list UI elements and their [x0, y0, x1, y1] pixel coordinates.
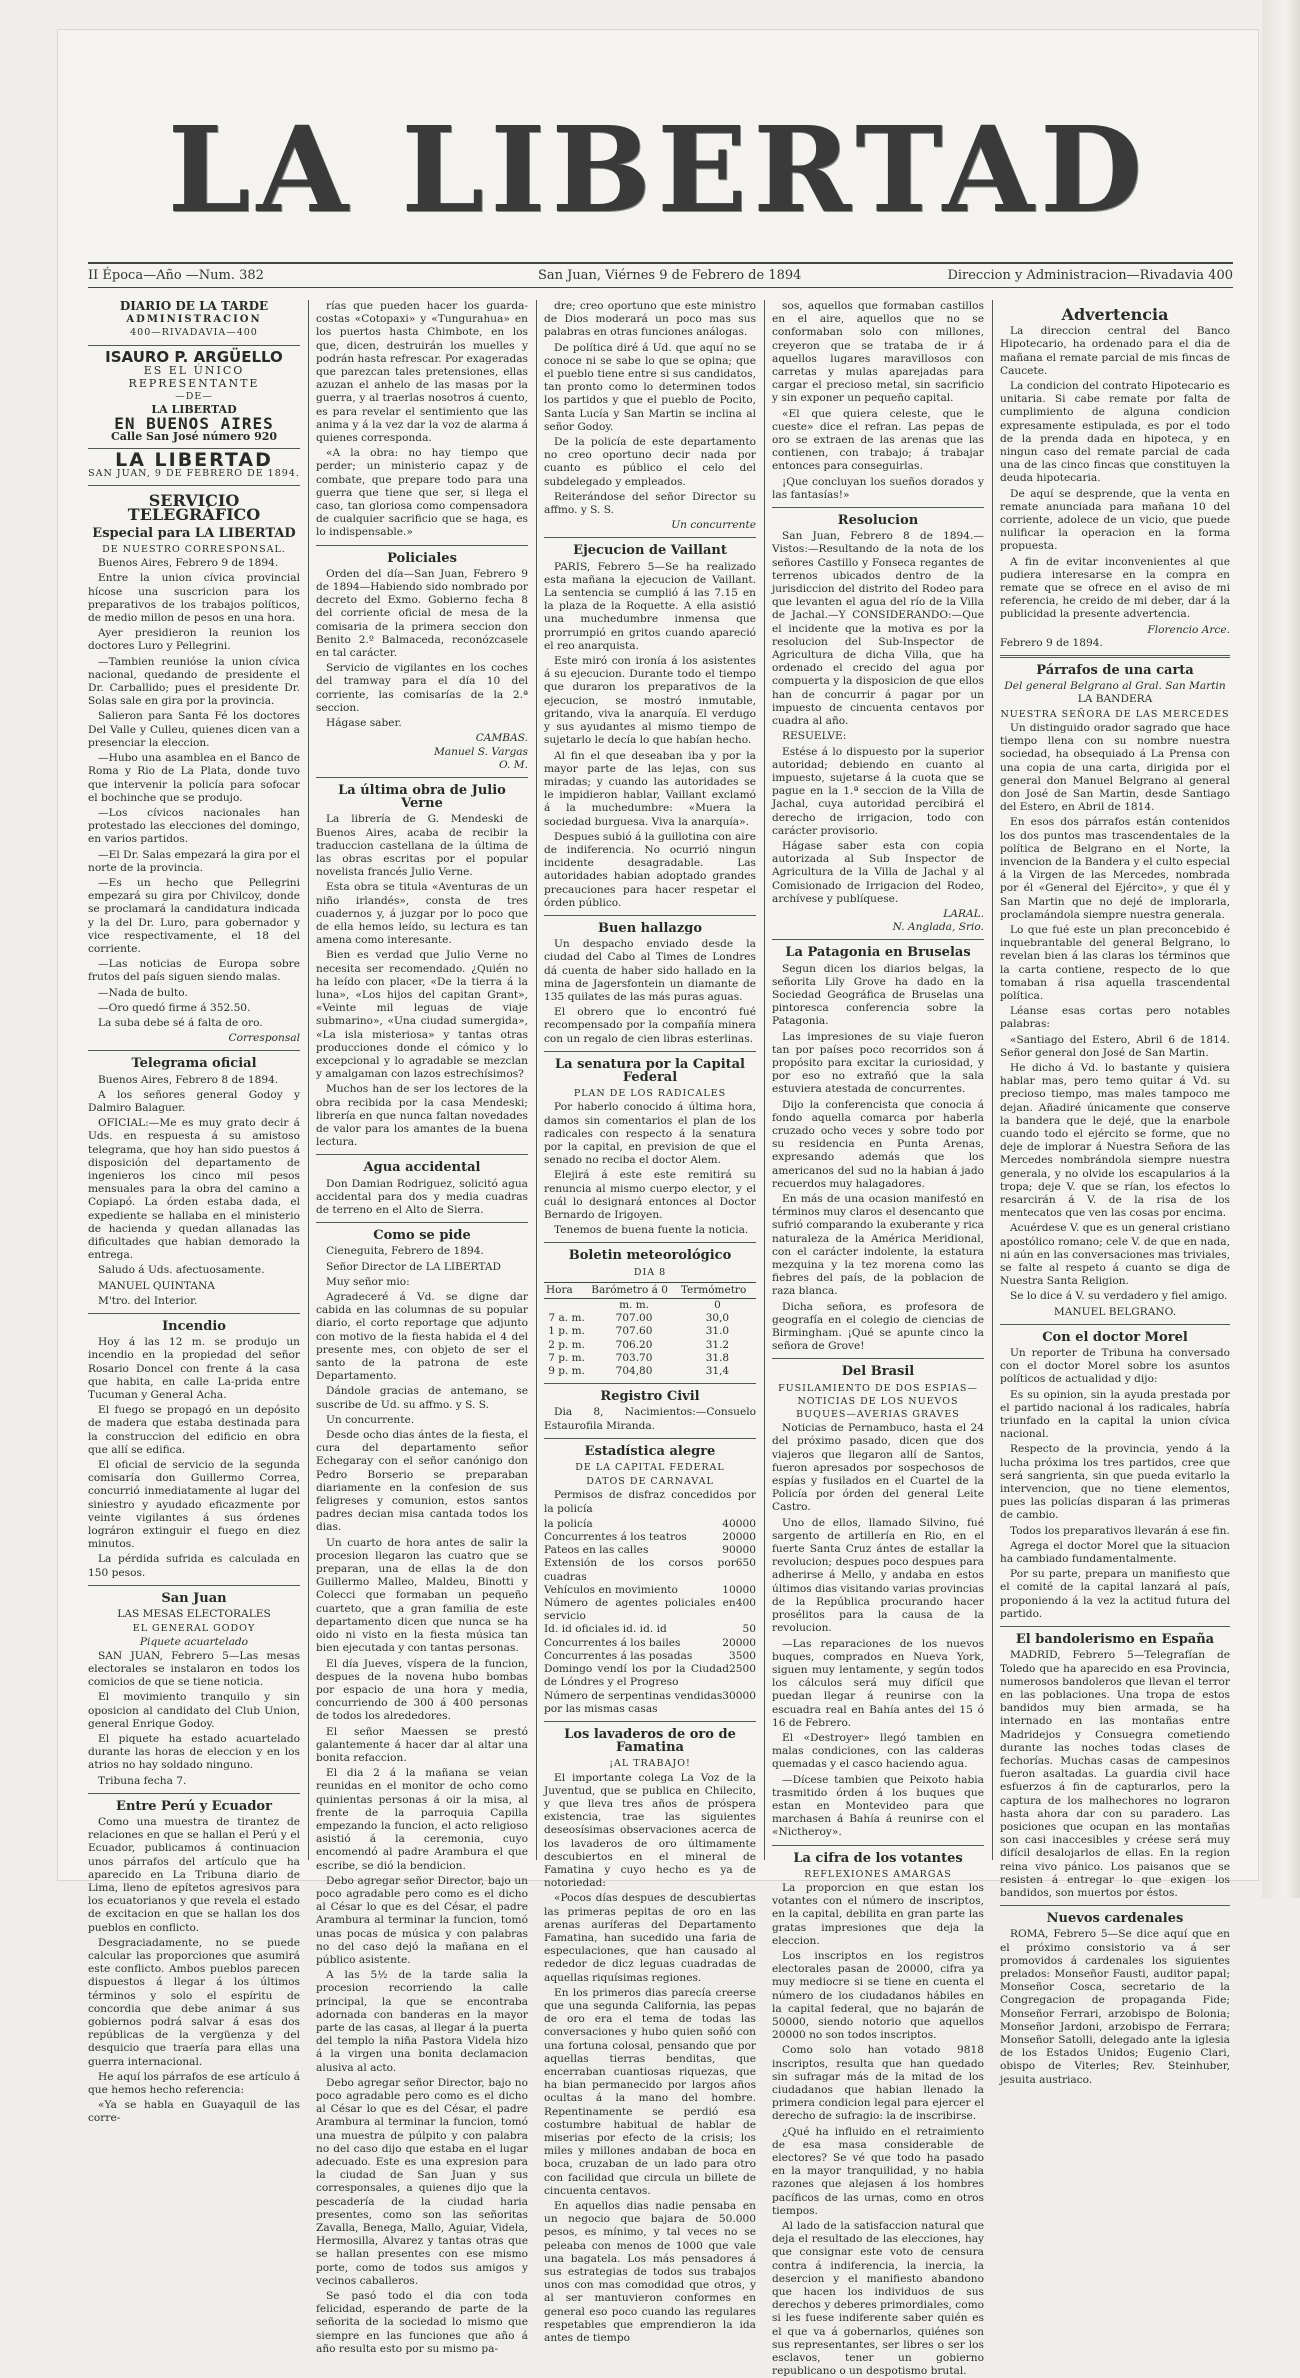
paragraph: —Las reparaciones de los nuevos buques, comprados en Nueva York, siguen muy lentamente, y según todos los cálculos será muy difícil que puedan llegar á reunirse con la escuadra real en Bahía antes del 15 ó 16 de Febrero.: [772, 1637, 984, 1729]
article-body: [316, 1245, 528, 2356]
paragraph: Los inscriptos en los registros electorales pasan de 20000, cifra ya muy mediocre si se tiene en cuenta el número de los ciudadanos hábiles en la capital federal, que no bajarán de 50000, siendo notorio que aquellos 20000 no son todos inscriptos.: [772, 1949, 984, 2042]
paragraph: Al fin el que deseaban iba y por la mayor parte de las lejas, con sus miradas; y cuando las autoridades se le impidieron hablar, Vaillant exclamó á la muchedumbre: «Muera la sociedad burguesa. Viva la anarquía».: [544, 749, 756, 828]
article-signature: O. M.: [498, 758, 528, 771]
stats-label: Extensión de los corsos por cuadras: [544, 1557, 736, 1583]
article-body: [1000, 1649, 1230, 1900]
ad-line: ES EL ÚNICO REPRESENTANTE: [128, 363, 260, 391]
article-body: [544, 1772, 756, 2346]
paragraph: Salieron para Santa Fé los doctores Del Valle y Culleu, quienes dicen van a presenciar la eleccion.: [88, 710, 300, 749]
paragraph: Debo agregar señor Director, bajo no poco agradable pero como es el dicho al César lo que es del César, el padre Arambura al terminar la funcion, tomó una muestra de púlpito y con palabra no del caso dijo que estaba en el lugar adecuado. Este es una expresion para la ciudad de San Juan y sus corresponsales, a quienes dijo que la pescadería de la ciudad haria presentes, como son las señoritas Zavalla, Benega, Mallo, Aguiar, Videla, Hermosilla, Alvarez y tantas otras que se hallan presentes con ese mismo porte, como de todos sus amigos y vecinos caballeros.: [316, 2076, 528, 2287]
article-body: [1000, 722, 1230, 1304]
paragraph: Uno de ellos, llamado Silvino, fué sargento de artillería en Rio, en el fuerte Santa Cruz ántes de estallar la revolucion; despues poco despues para adherirse á Mello, y andaba en estos últimos dias visitando varias provincias de la República procurando hacer prosélitos para la causa de la revolucion.: [772, 1516, 984, 1635]
paragraph: La proporcion en que estan los votantes con el número de inscriptos, en la capital, debilita en gran parte las gratas impresiones que deja la eleccion.: [772, 1881, 984, 1947]
paragraph: El día Jueves, víspera de la funcion, despues de la novena hubo bombas por espacio de una hora y media, concurriendo de 300 á 400 personas de todos los alrededores.: [316, 1657, 528, 1723]
stats-value: 50: [742, 1623, 756, 1636]
paragraph: Saludo á Uds. afectuosamente.: [98, 1264, 265, 1277]
section-title: SERVICIO TELEGRÁFICO: [127, 491, 261, 524]
article-subtitle: ¡AL TRABAJO!: [609, 1758, 691, 1770]
column-1: [88, 299, 300, 2125]
paragraph: Muchos han de ser los lectores de la obra recibida por la casa Mendeski; librería en que nunca faltan novedades de valor para los amantes de la buena lectura.: [316, 1083, 528, 1149]
paragraph: Buenos Aires, Febrero 9 de 1894.: [98, 557, 279, 570]
article-body: [772, 1422, 984, 1839]
paragraph: Buenos Aires, Febrero 8 de 1894.: [98, 1073, 279, 1086]
paragraph: Noticias de Pernambuco, hasta el 24 del próximo pasado, dicen que dos viajeros que llegaron allí de Santos, fueron apresados por sospechosos de espías y fusilados en el Cuartel de la Policía por órden del general Leite Castro.: [772, 1422, 984, 1514]
paragraph: «El que quiera celeste, que le cueste» dice el refran. Las pepas de oro se extraen de las arenas que las contienen, con trabajo; á trabajar entonces para conseguirlas.: [772, 407, 984, 473]
paragraph: A fin de evitar inconvenientes al que pudiera interesarse en la compra en remate que se ofrece en el aviso de mi referencia, he creido de mi deber, dar á la publicidad la presente advertencia.: [1000, 555, 1230, 621]
column-4: [772, 300, 984, 2378]
paragraph: MADRID, Febrero 5—Telegrafían de Toledo que ha aparecido en esa Provincia, numerosos bandoleros que llevan el terror en las poblaciones. Una tropa de estos bandidos muy bien armada, se ha internado en las montañas entre Madridejos y Consuegra cometiendo durante las noches todas clases de fechorías. Muchas casas de campesinos fueron asaltadas. La guardia civil hace esfuerzos á fin de capturarlos, pero la captura de los malhechores no lograron hasta ahora dar con su paradero. Las posiciones que ocupan en las montañas son casi inaccesibles y créese será muy difícil desalojarlos de ellas. En la region reina vivo pánico. Los paisanos que se resisten á entregar lo que exigen los bandidos, son muertos por éstos.: [1000, 1649, 1230, 1899]
article-subtitle: Del general Belgrano al Gral. San Martin: [1004, 680, 1226, 693]
article-body: [1000, 325, 1230, 621]
issue-number: II Época—Año —Num. 382: [88, 268, 264, 283]
stats-value: 40000: [722, 1517, 756, 1530]
article-date: Febrero 9 de 1894.: [1000, 636, 1103, 649]
article-title: Advertencia: [1061, 305, 1169, 324]
article-body: [772, 300, 984, 502]
paragraph: Por haberlo conocido á última hora, damos sin comentarios el plan de los radicales con respecto á la senatura por la capital, en prevision de que el senado no reciba el doctor Alem.: [544, 1101, 756, 1167]
article-signature: MANUEL BELGRANO.: [1053, 1305, 1177, 1318]
paragraph: Acuérdese V. que es un general cristiano apostólico romano; cele V. de que en nada, ni aún en las conversaciones mas triviales, se falte al respeto á cuanto se diga de Nuestra Santa Religion.: [1000, 1222, 1230, 1288]
paragraph: Hágase saber esta con copia autorizada al Sub Inspector de Agricultura de la Villa de Jachal y al Comisionado de Irrigacion del Rodeo, archívese y publíquese.: [772, 839, 984, 905]
paragraph: El dia 2 á la mañana se veian reunidas en el monitor de ocho como quinientas personas á oir la misa, al frente de la parroquia Capilla empezando la funcion, el acto religioso asistió á la ceremonia, cuyo encomendó al padre Arambura el que escribe, se dió la bendicion.: [316, 1767, 528, 1872]
table-cell: 703.70: [615, 1351, 653, 1364]
stats-label: Concurrentes á los teatros: [544, 1531, 687, 1544]
representative-ad: [88, 300, 300, 480]
column-3: [544, 300, 756, 2345]
article-subtitle: DE LA CAPITAL FEDERAL: [575, 1462, 725, 1474]
table-row: [544, 1365, 756, 1378]
article-title: Boletin meteorológico: [568, 1248, 732, 1264]
paragraph: dre; creo oportuno que este ministro de Dios moderará un poco mas sus palabras en otras funciones análogas.: [544, 300, 756, 339]
paragraph: Dijo la conferencista que conocia á fondo aquella comarca por haberla cruzado ocho veces y sobre todo por su residencia en Punta Arenas, expresando además que los americanos del sud no la habian á jado recuerdos muy halagadores.: [772, 1098, 984, 1190]
article-subtitle: REFLEXIONES AMARGAS: [804, 1868, 952, 1880]
paragraph: Orden del día—San Juan, Febrero 9 de 1894—Habiendo sido nombrado por decreto del Exmo. Gobierno fecha 8 del corriente oficial de mesa de la comisaria de la primera seccion don Benito 2.º Balmaceda, reconózcasele en tal carácter.: [316, 567, 528, 660]
table-cell: 31.0: [705, 1325, 730, 1338]
article-title: Nuevos cardenales: [1046, 1911, 1184, 1927]
table-cell: 706.20: [615, 1338, 653, 1351]
paragraph: El obrero que lo encontró fué recompensado por la compañía minera con un regalo de cien libras esterlinas.: [544, 1006, 756, 1045]
paragraph: Un cuarto de hora antes de salir la procesion llegaron las cuatro que se preparan, una de ellas la de don Guillermo Malleo, Maldeu, Binotti y Colecci que formaban un pequeño cuarteto, que a gran familia de este departamento dicen que nunca se ha oido ni visto en la fiesta música tan bien ejecutada y con tantas personas.: [316, 1536, 528, 1655]
article-subtitle: LA BANDERA: [1077, 693, 1153, 706]
paragraph: «Santiago del Estero, Abril 6 de 1814. Señor general don José de San Martin.: [1000, 1033, 1230, 1059]
ad-line: DIARIO DE LA TARDE: [119, 299, 269, 313]
article-title: Párrafos de una carta: [1036, 663, 1194, 679]
section-subtitle: Especial para LA LIBERTAD: [92, 525, 296, 541]
paragraph: Un distinguido orador sagrado que hace tiempo llena con su nombre nuestra sociedad, ha obsequiado á La Prensa con una copia de una carta, dirigida por el general don Manuel Belgrano al general don José de San Martin, desde Santiago del Estero, en Abril de 1814.: [1000, 721, 1230, 814]
ad-line: SAN JUAN, 9 DE FEBRERO DE 1894.: [88, 468, 300, 480]
paragraph: La suba debe sé á falta de oro.: [98, 1016, 263, 1029]
article-body: [544, 561, 756, 910]
paragraph: M'tro. del Interior.: [98, 1294, 198, 1307]
column-5: [1000, 300, 1230, 2086]
article-subtitle: EL GENERAL GODOY: [132, 1623, 256, 1635]
article-title: La senatura por la Capital Federal: [555, 1056, 745, 1085]
column-2: [316, 300, 528, 2355]
stats-row: [544, 1584, 756, 1597]
paragraph: La condicion del contrato Hipotecario es unitaria. Si cabe remate por falta de cumplimiento de alguna condicion expresamente estipulada, es por el todo de la prenda dada en hipoteca, y en ningun caso del remate parcial de cada una de las cinco fincas que constituyen la deuda hipotecaria.: [1000, 380, 1230, 485]
article-body: [772, 1882, 984, 2378]
paragraph: ¡Que concluyan los sueños dorados y las fantasías!»: [772, 475, 984, 501]
section-subtitle: DE NUESTRO CORRESPONSAL.: [102, 544, 286, 556]
paragraph: Todos los preparativos llevarán á ese fin.: [1010, 1524, 1230, 1537]
paragraph: Agrega el doctor Morel que la situacion ha cambiado fundamentalmente.: [1000, 1539, 1230, 1566]
paragraph: La direccion central del Banco Hipotecario, ha ordenado para el dia de mañana el remate parcial de mis fincas de Caucete.: [1000, 325, 1230, 377]
weather-table: [544, 1282, 756, 1378]
paragraph: En más de una ocasion manifestó en términos muy claros el desencanto que sufrió comparando la exuberante y rica naturaleza de la América Meridional, con el carácter indolente, la estatura mezquina y la tez morena como las fiebres del país, de la poblacion de raza blanca.: [772, 1193, 984, 1298]
stats-value: 20000: [722, 1531, 756, 1544]
table-cell: 9 p. m.: [548, 1365, 585, 1378]
paragraph: Respecto de la provincia, yendo á la lucha próxima los tres partidos, cree que será sangrienta, sin que pueda evitarlo la intervencion, que no tiene elementos, pues las policías disparan á las primeras de cambio.: [1000, 1443, 1230, 1522]
article-body: [316, 1178, 528, 1218]
paragraph: Entre la union cívica provincial hícose una suscricion para los preparativos de los trabajos políticos, de medio millon de pesos en una hora.: [88, 572, 300, 625]
paragraph: Agradeceré á Vd. se digne dar cabida en las columnas de su popular diario, el corto reportage que adjunto con motivo de la fiesta habida el 4 del presente mes, con objeto de ser el santo de la patrona de este Departamento.: [316, 1291, 528, 1383]
stats-row: [544, 1623, 756, 1636]
paragraph: He aquí los párrafos de ese artículo á que hemos hecho referencia:: [88, 2070, 300, 2096]
table-row: [544, 1325, 756, 1338]
columns: [88, 299, 1233, 2378]
paragraph: San Juan, Febrero 8 de 1894.—Vistos:—Resultando de la nota de los señores Castillo y Fonseca regantes de terrenos ubicados dentro de la jurisdiccion del distrito del Rodeo para que levanten el agua del río de la Villa de Jachal.—Y CONSIDERANDO:—Que el incidente que la motiva es por la resolucion del Sub-Inspector de Agricultura de dicha Villa, que ha ordenado el crecido del agua por compuerta y la disposicion de que ellos han de concurrir á pagar por un impuesto de cincuenta centavos por cuadra al año.: [772, 530, 984, 728]
article-title: El bandolerismo en España: [1015, 1632, 1215, 1648]
stats-value: 10000: [722, 1583, 756, 1596]
paragraph: SAN JUAN, Febrero 5—Las mesas electorales se instalaron en todos los comicios de que se tiene noticia.: [88, 1649, 300, 1689]
paragraph: Reiterándose del señor Director su affmo. y S. S.: [544, 490, 756, 517]
paragraph: El importante colega La Voz de la Juventud, que se publica en Chilecito, y que lleva tres años de próspera existencia, trae las siguientes deseosísimas observaciones acerca de los lavaderos de oro últimamente descubiertos en el mineral de Famatina y cuyo hecho es ya de notoriedad:: [544, 1771, 756, 1890]
issue-date: San Juan, Viérnes 9 de Febrero de 1894: [538, 268, 802, 283]
ad-line: Calle San José número 920: [110, 429, 278, 443]
paragraph: Un concurrente.: [326, 1413, 415, 1426]
article-body: [772, 530, 984, 906]
article-signature: Un concurrente: [671, 519, 756, 532]
table-cell: [544, 1299, 589, 1313]
article-subtitle: LAS MESAS ELECTORALES: [117, 1608, 271, 1621]
paragraph: A las 5½ de la tarde salia la procesion recorriendo la calle principal, la que se encontraba adornada con banderas en la mayor parte de las casas, al llegar á la puerta del templo la niña Pastora Videla hizo á la virgen una bonita declamacion alusiva al acto.: [316, 1969, 528, 2074]
paragraph: Como solo han votado 9818 inscriptos, resulta que han quedado sin sufragar más de la mitad de los ciudadanos que habian llenado la primera condicion legal para ejercer el derecho de sufragio: la de inscribirse.: [772, 2044, 984, 2123]
article-subtitle: Piquete acuartelado: [139, 1636, 249, 1649]
paragraph: «Ya se habla en Guayaquil de las corre-: [88, 2099, 300, 2125]
administration-address: Direccion y Administracion—Rivadavia 400: [947, 268, 1233, 283]
paragraph: «Pocos días despues de descubiertas las primeras pepitas de oro en las arenas auríferas del Departamento Famatina, han sucedido una faria de especulaciones, que han causado al rededor de dicz leguas cuadradas de aquellas riquísimas regiones.: [544, 1892, 756, 1984]
paragraph: —Los cívicos nacionales han protestado las elecciones del domingo, en varios partidos.: [88, 806, 300, 846]
table-row: [544, 1339, 756, 1352]
stats-label: Pateos en las calles: [544, 1544, 649, 1557]
paragraph: —Dícese tambien que Peixoto habia trasmitido órden á los buques que estan en Montevideo para que marchasen á Bahía á reunirse con el «Nictheroy».: [772, 1773, 984, 1839]
table-cell: 7 a. m.: [548, 1312, 585, 1325]
ad-line: ADMINISTRACION: [126, 314, 262, 326]
masthead: LA LIBERTAD: [167, 100, 1149, 239]
stats-row: [544, 1518, 756, 1531]
paragraph: Como una muestra de tirantez de relaciones en que se hallan el Perú y el Ecuador, publicamos á continuacion unos párrafos del artículo que ha aparecido en La Tribuna diario de Lima, lleno de epítetos agresivos para los ecuatorianos y que revela el estado de excitacion en que se hallan los dos pueblos en conflicto.: [88, 1815, 300, 1934]
stats-row: [544, 1637, 756, 1650]
paragraph: RESUELVE:: [782, 730, 847, 743]
paragraph: —Hubo una asamblea en el Banco de Roma y Rio de La Plata, donde tuvo que intervenir la policía para sofocar el bochinche que se produjo.: [88, 752, 300, 804]
stats-label: Concurrentes á las posadas: [544, 1649, 693, 1662]
table-cell: 707.60: [615, 1325, 653, 1338]
article-title: La cifra de los votantes: [793, 1850, 963, 1866]
paragraph: OFICIAL:—Me es muy grato decir á Uds. en respuesta á su amistoso telegrama, que hoy han sido puestos á disposición del departamento de ingenieros los cinco mil pesos mensuales para la obra del camino a Copiapó. La órden estaba dada, el expediente se hallaba en el ministerio de hacienda y quedan allanadas las dificultades que habian demorado la entrega.: [88, 1117, 300, 1262]
table-cell: 7 p. m.: [548, 1351, 585, 1364]
article-body: [88, 557, 300, 1030]
paragraph: Por su parte, prepara un manifiesto que el comité de la capital lanzará al país, proponiendo á la vez la actitud futura del partido.: [1000, 1568, 1230, 1620]
article-title: La Patagonia en Bruselas: [785, 945, 971, 961]
article-body: [544, 300, 756, 517]
paragraph: Tribuna fecha 7.: [98, 1774, 187, 1787]
stats-value: 3500: [729, 1649, 756, 1662]
article-signature: N. Anglada, Srio.: [892, 921, 984, 934]
paragraph: —Es un hecho que Pellegrini empezará su gira por Chivilcoy, donde se proclamará la candidatura indicada y la del Dr. Luro, para gobernador y vice respectivamente, el 18 del corriente.: [88, 876, 300, 955]
article-body: [316, 813, 528, 1149]
table-cell: 704,80: [615, 1365, 653, 1378]
paragraph: Es su opinion, sin la ayuda prestada por el partido nacional á los radicales, habría triunfado en la capital la union cívica nacional.: [1000, 1388, 1230, 1441]
article-title: Como se pide: [373, 1228, 471, 1244]
paragraph: —Tambien reunióse la union cívica nacional, quedando de presidente el Dr. Carballido; pues el presidente Dr. Solas sale en gira por la provincia.: [88, 655, 300, 708]
paragraph: En esos dos párrafos están contenidos los dos puntos mas trascendentales de la política de Belgrano en el Norte, la invencion de la Bandera y el culto especial á la Virgen de las Mercedes, nombrada por él «General del Ejército», y que él y San Martin que no dejé de implorarla, proclamándola siempre nuestra generala.: [1000, 816, 1230, 921]
article-title: Entre Perú y Ecuador: [116, 1798, 272, 1814]
table-header: Termómetro: [679, 1282, 756, 1298]
article-title: Con el doctor Morel: [1042, 1329, 1188, 1345]
article-title: Ejecucion de Vaillant: [573, 543, 727, 559]
paragraph: ROMA, Febrero 5—Se dice aquí que en el próximo consistorio va á ser promovidos á cardenales los siguientes prelados: Monseñor Fausti, auditor papal; Monseñor Cosca, secretario de la Congregacion de propaganda Fide; Monseñor Ferrari, arzobispo de Bolonia; Monseñor Jardoni, arzobispo de Ferrara; Monseñor Satolli, delegado ante la iglesia de los Estados Unidos; Eugenio Clari, obispo de Viterles; Rev. Steinhuber, jesuita austriaco.: [1000, 1928, 1230, 2086]
article-body: [88, 1816, 300, 2126]
table-cell: 0: [714, 1299, 721, 1312]
table-cell: 1 p. m.: [548, 1325, 585, 1338]
paragraph: Lo que fué este un plan preconcebido é inquebrantable del general Belgrano, lo revelan bien á las claras los términos que la carta contiene, respecto de lo que tomaban á risa aquella trascendental política.: [1000, 923, 1230, 1002]
article-signature: CAMBAS.: [475, 732, 528, 745]
stats-list: [544, 1518, 756, 1716]
paragraph: Dicha señora, es profesora de geografía en el colegio de ciencias de Birmingham. ¡Qué se apunte cinco la señora de Grove!: [772, 1300, 984, 1353]
stats-value: 90000: [722, 1544, 756, 1557]
paper-edge: [1262, 0, 1300, 1898]
paragraph: El oficial de servicio de la segunda comisaría don Guillermo Correa, concurrió inmediatamente al lugar del siniestro y ayudado eficazmente por veinte vigilantes á sus órdenes lográron extinguir el fuego en diez minutos.: [88, 1459, 300, 1551]
paragraph: sos, aquellos que formaban castillos en el aire, aquellos que no se conformaban solo con millones, creyeron que se trataba de ir á aquellos lugares maravillosos con carretas y mulas aparejadas para cargar el precioso metal, sin sacrificio y sin exponer un pequeño capital.: [772, 300, 984, 405]
paragraph: Don Damian Rodriguez, solicitó agua accidental para dos y media cuadras de terreno en el Alto de Sierra.: [316, 1177, 528, 1216]
paragraph: ¿Qué ha influido en el retraimiento de esa masa considerable de electores? Se vé que todo ha pasado en la mayor tranquilidad, y no habia razones que alejasen á los hombres pacíficos de las urnas, como en otros tiempos.: [772, 2125, 984, 2217]
paragraph: A los señores general Godoy y Dalmiro Balaguer.: [88, 1088, 300, 1114]
article-title: Buen hallazgo: [597, 920, 702, 936]
paragraph: —El Dr. Salas empezará la gira por el norte de la provincia.: [88, 848, 300, 874]
paragraph: Señor Director de LA LIBERTAD: [326, 1260, 502, 1273]
article-title: Estadística alegre: [584, 1443, 716, 1459]
paragraph: Servicio de vigilantes en los coches del tramway para el día 10 del corriente, las comisarías de la 2.ª seccion.: [316, 662, 528, 714]
table-cell: 31.8: [705, 1351, 730, 1364]
stats-value: 650: [735, 1557, 756, 1570]
table-header: Hora: [544, 1282, 589, 1298]
paragraph: Se lo dice á V. su verdadero y fiel amigo.: [1010, 1290, 1228, 1303]
stats-label: la policía: [544, 1517, 593, 1530]
article-body: [544, 938, 756, 1046]
stats-label: Número de agentes policiales en servicio: [544, 1597, 736, 1623]
article-subtitle: NUESTRA SEÑORA DE LAS MERCEDES: [1000, 708, 1230, 720]
paragraph: Léanse esas cortas pero notables palabras:: [1000, 1005, 1230, 1031]
paragraph: Este miró con ironía á los asistentes á su ejecucion. Durante todo el tiempo que duraron los preparativos de la ejecucion, se mostró inmutable, gritando, viva la anarquía. El verdugo y sus ayudantes al mismo tiempo de sujetarlo le decía lo que habían hecho.: [544, 655, 756, 747]
article-body: [88, 1336, 300, 1580]
article-body: [544, 1406, 756, 1432]
article-body: [316, 300, 528, 540]
paragraph: En los primeros dias parecía creerse que una segunda California, las pepas de oro era el tema de todas las conversaciones y hubo quien soñó con una fortuna colosal, pensando que por aquellas tierras benditas, que encerraban cuantiosas riquezas, que ha bian permanecido por largos años ocultas á la mano del hombre. Repentinamente se perdió esa costumbre habitual de hablar de miserias por efecto de la crisis; los miles y millones andaban de boca en boca, cruzaban de un lado para otro con facilidad que circula un billete de cincuenta centavos.: [544, 1986, 756, 2197]
stats-value: 400: [735, 1597, 756, 1610]
table-cell: 30,0: [705, 1312, 730, 1325]
ad-line: ISAURO P. ARGÜELLO: [105, 347, 283, 366]
article-body: [316, 568, 528, 730]
paragraph: Un despacho enviado desde la ciudad del Cabo al Times de Londres dá cuenta de haber sido hallado en la mina de Jagersfontein un diamante de 135 quilates de las más puras aguas.: [544, 938, 756, 1003]
paragraph: PARIS, Febrero 5—Se ha realizado esta mañana la ejecucion de Vaillant. La sentencia se cumplió á las 7.15 en la plaza de la Roquette. A ella asistió una muchedumbre inmensa que prorrumpió en gritos cuando apareció el reo anarquista.: [544, 560, 756, 652]
paragraph: Hágase saber.: [326, 717, 402, 730]
stats-row: [544, 1557, 756, 1583]
article-body: [1000, 1928, 1230, 2086]
stats-row: [544, 1663, 756, 1689]
paragraph: El señor Maessen se prestó galantemente á hacer dar al altar una bonita refaccion.: [316, 1725, 528, 1764]
table-cell: m. m.: [619, 1299, 649, 1312]
article-title: Policiales: [387, 550, 457, 566]
paragraph: Esta obra se titula «Aventuras de un niño irlandés», consta de tres cuadernos y, á juzgar por lo poco que de ella hemos leído, su lectura es tan amena como interesante.: [316, 881, 528, 947]
article-body: [772, 963, 984, 1354]
article-signature: Corresponsal: [228, 1032, 300, 1045]
table-cell: 707.00: [615, 1312, 653, 1325]
stats-label: Número de serpentinas vendidas por las mismas casas: [544, 1689, 723, 1715]
table-row: [544, 1299, 756, 1313]
article-body: [88, 1650, 300, 1788]
stats-label: Concurrentes á los bailes: [544, 1636, 681, 1649]
paragraph: El fuego se propagó en un depósito de madera que estaba destinada para la construccion del edificio en obra que allí se edifica.: [88, 1404, 300, 1456]
paragraph: He dicho á Vd. lo bastante y quisiera hablar mas, pero temo quitar á Vd. su precioso tiempo, mas males tampoco me dejan. Añadiré únicamente que conserve la bandera que le dejé, que la enarbole cuando todo el ejército se forme, que no deje de implorar á Nuestra Señora de las Mercedes nombrándola siempre nuestra generala, y no olvide los escapularios á la tropa; deje V. que se rían, los efectos lo resarcirán á V. de la risa de los mentecatos que ven las cosas por encima.: [1000, 1061, 1230, 1220]
paragraph: Dándole gracias de antemano, se suscribe de Ud. su affmo. y S. S.: [316, 1385, 528, 1411]
paragraph: Ayer presidieron la reunion los doctores Luro y Pellegrini.: [88, 627, 300, 653]
ad-line: LA LIBERTAD: [115, 449, 273, 472]
table-cell: 31.2: [705, 1338, 730, 1351]
paragraph: Segun dicen los diarios belgas, la señorita Lily Grove ha dado en la Sociedad Geográfica de Bruselas una pintoresca conferencia sobre la Patagonia.: [772, 962, 984, 1028]
dateline: [88, 262, 1233, 288]
paragraph: La pérdida sufrida es calculada en 150 pesos.: [88, 1553, 300, 1579]
paragraph: rías que pueden hacer los guarda-costas «Cotopaxi» y «Tungurahua» en los puertos hasta Chimbote, en los que, dicen, destruirán los muelles y podrán hasta refrescar. Por exageradas que parezcan tales pretensiones, ellas azuzan el anhelo de las masas por la guerra, y al traerlas nosotros á cuento, es para revelar el sentimiento que las anima y á la vez dar la voz de alarma á quienes corresponda.: [316, 300, 528, 445]
paragraph: En aquellos dias nadie pensaba en un negocio que bajara de 50.000 pesos, es mínimo, y tal veces no se peleaba con menos de 1000 que vale una bagatela. Los más pensadores á sus estrategias de todos sus trabajos unos con mas comodidad que otros, y al ser mantuvieron conformes en general eso poco cuando las regulares respetables que emprendieron la ida antes de tiempo: [544, 2200, 756, 2345]
paragraph: —Nada de bulto.: [98, 986, 188, 999]
ad-line: 400—RIVADAVIA—400: [130, 327, 258, 339]
table-row: [544, 1312, 756, 1325]
ad-line: —DE—: [175, 391, 213, 403]
paragraph: Se pasó todo el dia con toda felicidad, esperando de parte de la señorita de la sociedad lo mismo que siempre en las funciones que año á año resulta esto por su mismo pa-: [316, 2290, 528, 2355]
paragraph: Estése á lo dispuesto por la superior autoridad; debiendo en cuanto al impuesto, sujetarse á la cuota que se pague en la 1.ª seccion de la Villa de Jachal, cuya autoridad percibirá el derecho de irrigacion, todo con carácter provisorio.: [772, 745, 984, 837]
paragraph: El «Destroyer» llegó tambien en malas condiciones, con las calderas quemadas y el casco haciendo agua.: [772, 1731, 984, 1771]
stats-value: 2500: [729, 1663, 756, 1676]
paragraph: Desde ocho dias ántes de la fiesta, el cura del departamento señor Echegaray con el señor canónigo don Pedro Borserio se preparaban diariamente en la confesion de sus feligreses y comunion, estos santos padres decian misa cantada todos los dias.: [316, 1429, 528, 1534]
stats-label: Vehículos en movimiento: [544, 1583, 678, 1596]
article-title: Telegrama oficial: [131, 1056, 257, 1072]
article-title: Registro Civil: [600, 1389, 700, 1405]
paragraph: Las impresiones de su viaje fueron tan por países poco recorridos son á propósito para excitar la curiosidad, y por eso no extrañó que la sala estuviera atestada de concurrentes.: [772, 1030, 984, 1096]
paragraph: Muy señor mio:: [326, 1275, 410, 1288]
stats-value: 30000: [722, 1689, 756, 1702]
ad-line: LA LIBERTAD: [151, 403, 237, 417]
paragraph: «A la obra: no hay tiempo que perder; un ministerio capaz y de combate, que prepare todo para una guerra que tiene que ser, si llega el caso, tan gloriosa como compensadora de cualquier sacrificio que se haga, es lo indispensable.»: [316, 447, 528, 539]
stats-value: 20000: [722, 1636, 756, 1649]
paragraph: Bien es verdad que Julio Verne no necesita ser recomendado. ¿Quién no ha leído con placer, «De la tierra á la luna», «Los hijos del capitan Grant», «Veinte mil leguas de viaje submarino», «Una ciudad sumergida», «La isla misteriosa» y tantas otras producciones donde el cómico y lo excepcional y lo agradable se mezclan y amalgaman con lazos estrechísimos?: [316, 949, 528, 1081]
table-cell: 31,4: [705, 1365, 730, 1378]
paragraph: Hoy á las 12 m. se produjo un incendio en la propiedad del señor Rosario Doncel con frente á la casa que habita, en calle La-prida entre Tucuman y General Acha.: [88, 1336, 300, 1402]
ad-line: EN BUENOS AIRES: [114, 413, 274, 433]
article-body: [1000, 1347, 1230, 1621]
stats-row: [544, 1650, 756, 1663]
table-row: [544, 1352, 756, 1365]
paragraph: La librería de G. Mendeski de Buenos Aires, acaba de recibir la traduccion castellana de la última de las obras escritas por el popular novelista francés Julio Verne.: [316, 813, 528, 879]
article-subtitle: FUSILAMIENTO DE DOS ESPIAS—NOTICIAS DE LOS NUEVOS BUQUES—AVERIAS GRAVES: [778, 1382, 978, 1421]
stats-row: [544, 1690, 756, 1716]
article-title: Del Brasil: [841, 1364, 915, 1380]
paragraph: El movimiento tranquilo y sin oposicion al candidato del Club Union, general Enrique Godoy.: [88, 1691, 300, 1730]
article-subtitle: PLAN DE LOS RADICALES: [573, 1088, 727, 1100]
paragraph: Despues subió á la guillotina con aire de indiferencia. No ocurrió ningun incidente desagradable. Las autoridades habian adoptado grandes precauciones para hacer respetar el órden público.: [544, 830, 756, 909]
article-title: Resolucion: [837, 513, 919, 529]
stats-intro: Permisos de disfraz concedidos por la policía: [544, 1489, 756, 1515]
article-title: La última obra de Julio Verne: [338, 782, 506, 812]
article-body: [544, 1101, 756, 1237]
stats-row: [544, 1597, 756, 1623]
paragraph: De aquí se desprende, que la venta en remate anunciada para mañana 10 del corriente, adolece de un vicio, que puede nulificar la operacion en la forma propuesta.: [1000, 487, 1230, 553]
table-cell: 2 p. m.: [548, 1338, 585, 1351]
stats-label: Id. id oficiales id. id. id: [544, 1623, 667, 1636]
article-title: Agua accidental: [363, 1160, 481, 1176]
paragraph: Elejirá á este este remitirá su renuncia al mismo cuerpo elector, y el cuál lo designará entonces al Doctor Bernardo de Irigoyen.: [544, 1169, 756, 1221]
table-header: Barómetro á 0: [589, 1282, 679, 1298]
paragraph: Tenemos de buena fuente la noticia.: [554, 1224, 749, 1237]
article-signature: LARAL.: [943, 907, 984, 920]
paragraph: Al lado de la satisfaccion natural que deja el resultado de las elecciones, hay que consignar este voto de censura contra á indiferencia, la inercia, la desercion y el manifiesto abandono que hacen los individuos de sus derechos y deberes primordiales, como si les fuese indiferente saber quién es el que va á gobernarlos, quiénes son sus representantes, ser libres o ser los esclavos, tener un gobierno republicano o un despotismo brutal.: [772, 2220, 984, 2378]
paragraph: El piquete ha estado acuartelado durante las horas de eleccion y en los atrios no hay soldado ninguno.: [88, 1732, 300, 1772]
paragraph: Debo agregar señor Director, bajo un poco agradable pero como es el dicho al César lo que es del César, el padre Arambura al terminar la funcion, tomó unas pocas de música y con palabras no del caso dejó la mañana en el público asistente.: [316, 1874, 528, 1966]
article-subtitle: DIA 8: [633, 1266, 667, 1278]
stats-row: [544, 1531, 756, 1544]
paragraph: De política diré á Ud. que aquí no se conoce ni se sabe lo que se opina; que el pueblo tiene entre si sus candidatos, tan pronto como lo determinen todos los partidos y que el pueblo de Pocito, Santa Lucía y San Martin se inclina al señor Godoy.: [544, 341, 756, 433]
article-title: Incendio: [162, 1319, 226, 1335]
newspaper-page: [58, 30, 1258, 2378]
article-title: San Juan: [161, 1590, 227, 1606]
article-signature: Manuel S. Vargas: [433, 745, 528, 758]
paragraph: Desgraciadamente, no se puede calcular las proporciones que asumirá este conflicto. Ambos pueblos parecen dispuestos á llegar á los últimos términos y solo el espíritu de concordia que debe animar á sus gobiernos podrá salvar á esas dos repúblicas de la vergüenza y del desquicio que traería para ellas una guerra internacional.: [88, 1936, 300, 2068]
paragraph: —Oro quedó firme á 352.50.: [98, 1001, 251, 1014]
paragraph: De la policía de este departamento no creo oportuno decir nada por cuanto es público el celo del subdelegado y empleados.: [544, 436, 756, 488]
paragraph: Un reporter de Tribuna ha conversado con el doctor Morel sobre los asuntos políticos de actualidad y dijo:: [1000, 1347, 1230, 1386]
paragraph: Dia 8, Nacimientos:—Consuelo Estaurofila Miranda.: [544, 1406, 756, 1432]
article-title: Los lavaderos de oro de Famatina: [564, 1726, 736, 1756]
paragraph: —Las noticias de Europa sobre frutos del país siguen siendo malas.: [88, 958, 300, 984]
stats-label: Domingo vendí los por la Ciudad de Lóndres y el Progreso: [544, 1663, 730, 1689]
article-body: [88, 1074, 300, 1308]
paragraph: MANUEL QUINTANA: [98, 1279, 215, 1292]
article-subtitle: DATOS DE CARNAVAL: [586, 1476, 714, 1488]
paragraph: Cieneguita, Febrero de 1894.: [326, 1245, 484, 1258]
article-signature: Florencio Arce.: [1147, 623, 1230, 636]
stats-row: [544, 1544, 756, 1557]
